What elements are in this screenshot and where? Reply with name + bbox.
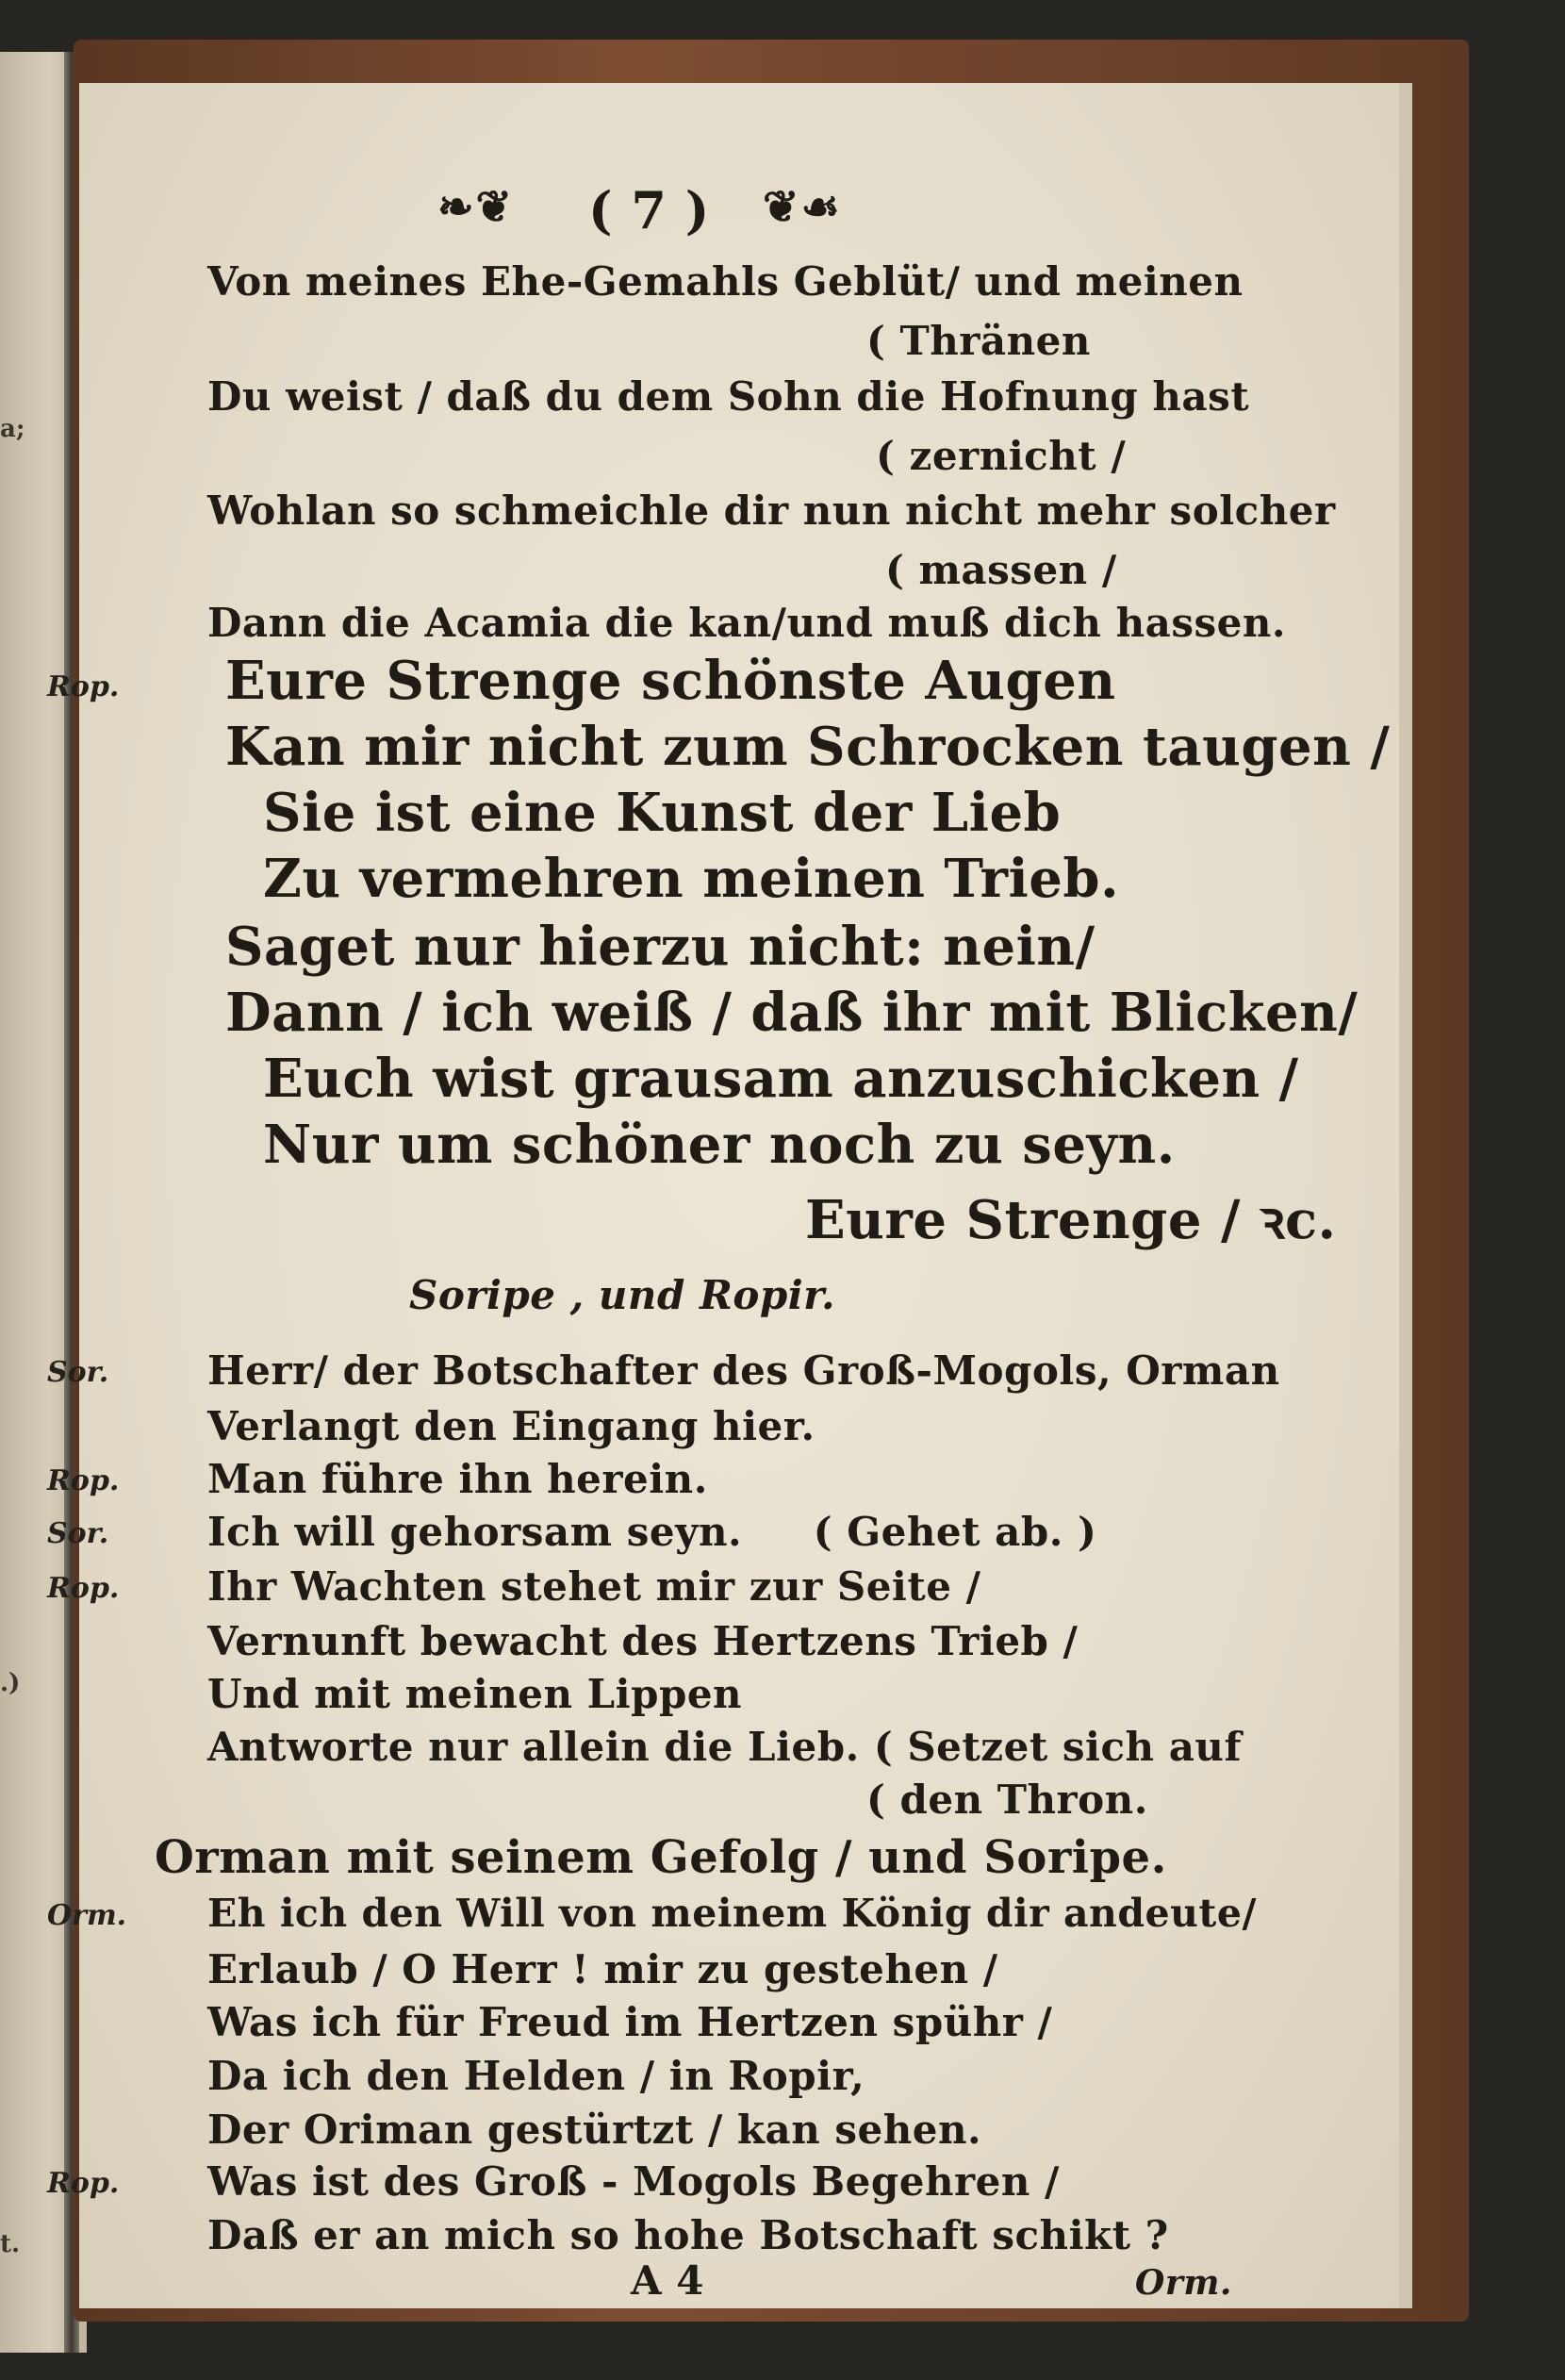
aria-line: Nur um schöner noch zu seyn. — [263, 1114, 1176, 1176]
catchword: Orm. — [1135, 2263, 1232, 2303]
dialogue-line: Vernunft bewacht des Hertzens Trieb / — [207, 1618, 1079, 1664]
verse-line: ( Thränen — [866, 318, 1091, 364]
aria-line: Saget nur hierzu nicht: nein/ — [225, 916, 1096, 978]
speaker-label: Rop. — [47, 670, 120, 703]
stage-direction-heading: Orman mit seinem Gefolg / und Soripe. — [155, 1831, 1167, 1884]
dialogue-line: Erlaub / O Herr ! mir zu gestehen / — [207, 1946, 998, 1992]
speaker-label: Orm. — [47, 1899, 127, 1932]
speaker-label: Rop. — [47, 2167, 120, 2200]
speaker-label: Sor. — [47, 1356, 109, 1389]
verse-line: ( massen / — [885, 547, 1117, 593]
verse-line: ( zernicht / — [876, 433, 1127, 479]
speaker-label: Rop. — [47, 1464, 120, 1497]
prev-page-fragment: a; — [0, 415, 25, 443]
book-page — [47, 83, 1412, 2308]
dialogue-line: Daß er an mich so hohe Botschaft schikt ? — [207, 2212, 1169, 2258]
page-number: ( 7 ) — [588, 180, 710, 240]
stage-direction-heading: Soripe , und Ropir. — [409, 1272, 836, 1318]
dialogue-line: Der Oriman gestürtzt / kan sehen. — [207, 2107, 982, 2153]
dialogue-line: Was ich für Freud im Hertzen spühr / — [207, 1999, 1053, 2045]
aria-da-capo: Eure Strenge / ꝛc. — [805, 1189, 1337, 1251]
speaker-label: Rop. — [47, 1572, 120, 1605]
stage-direction: ( den Thron. — [866, 1777, 1148, 1823]
aria-line: Kan mir nicht zum Schrocken taugen / — [225, 716, 1391, 778]
prev-page-fragment: t. — [0, 2230, 21, 2258]
dialogue-line: Was ist des Groß - Mogols Begehren / — [207, 2158, 1060, 2205]
aria-line: Eure Strenge schönste Augen — [225, 650, 1116, 712]
dialogue-line: Verlangt den Eingang hier. — [207, 1403, 815, 1449]
aria-line: Euch wist grausam anzuschicken / — [263, 1048, 1299, 1110]
header-ornament-left: ❧❦ — [437, 181, 515, 232]
dialogue-line: Ich will gehorsam seyn. ( Gehet ab. ) — [207, 1509, 1097, 1555]
dialogue-line: Herr/ der Botschafter des Groß-Mogols, Orman — [207, 1347, 1280, 1394]
dialogue-line: Eh ich den Will von meinem König dir andeute/ — [207, 1891, 1257, 1936]
dialogue-line: Und mit meinen Lippen — [207, 1671, 743, 1717]
dialogue-line: Man führe ihn herein. — [207, 1456, 708, 1502]
prev-page-fragment: .) — [0, 1669, 21, 1697]
aria-line: Sie ist eine Kunst der Lieb — [263, 782, 1062, 844]
dialogue-line: Antworte nur allein die Lieb. ( Setzet sich auf — [207, 1724, 1243, 1770]
verse-line: Wohlan so schmeichle dir nun nicht mehr solcher — [207, 488, 1336, 534]
header-ornament-right: ❦☙ — [763, 181, 842, 232]
verse-line: Dann die Acamia die kan/und muß dich hassen. — [207, 600, 1287, 646]
verse-line: Du weist / daß du dem Sohn die Hofnung hast — [207, 373, 1250, 420]
dialogue-line: Ihr Wachten stehet mir zur Seite / — [207, 1563, 981, 1610]
signature-mark: A 4 — [631, 2257, 704, 2304]
verse-line: Von meines Ehe-Gemahls Geblüt/ und meinen — [207, 258, 1244, 305]
dialogue-line: Da ich den Helden / in Ropir, — [207, 2053, 865, 2099]
aria-line: Dann / ich weiß / daß ihr mit Blicken/ — [225, 982, 1359, 1044]
aria-line: Zu vermehren meinen Trieb. — [263, 848, 1120, 910]
speaker-label: Sor. — [47, 1517, 109, 1550]
